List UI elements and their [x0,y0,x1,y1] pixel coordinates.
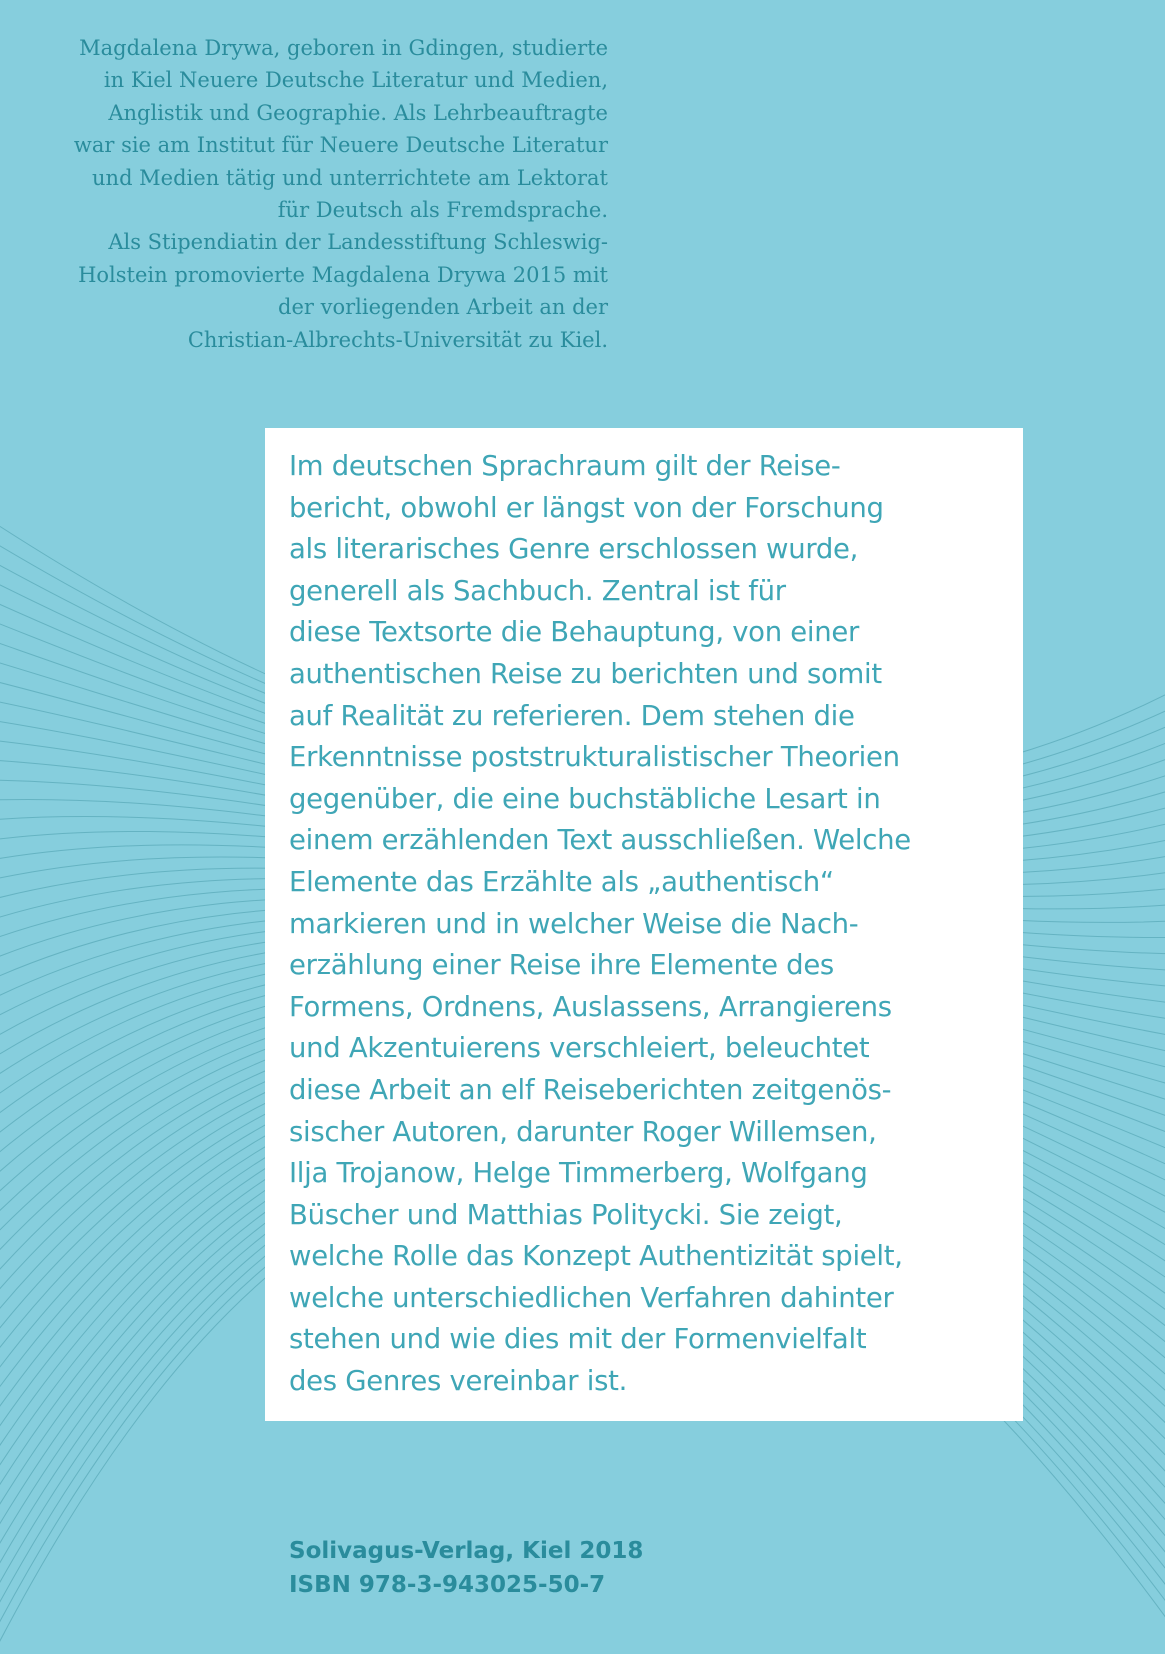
blurb-line: Büscher und Matthias Politycki. Sie zeigt, [289,1198,843,1231]
isbn-line: ISBN 978-3-943025-50-7 [289,1572,606,1598]
publisher-line: Solivagus-Verlag, Kiel 2018 [289,1538,644,1564]
blurb-line: auf Realität zu referieren. Dem stehen die [289,699,855,732]
blurb-line: als literarisches Genre erschlossen wurde, [289,533,859,566]
bio-line: und Medien tätig und unterrichtete am Lektorat [92,165,608,190]
blurb-line: Im deutschen Sprachraum gilt der Reise- [289,450,841,482]
blurb-line: stehen und wie dies mit der Formenvielfalt [289,1323,867,1356]
blurb-line: Formens, Ordnens, Auslassens, Arrangierens [289,990,892,1023]
blurb-box [265,428,1023,1421]
blurb-line: diese Textsorte die Behauptung, von einer [289,616,859,649]
blurb-line: welche unterschiedlichen Verfahren dahinter [289,1281,894,1314]
publisher-imprint [289,1534,643,1602]
blurb-line: sischer Autoren, darunter Roger Willemsen, [289,1115,877,1148]
blurb-line: gegenüber, die eine buchstäbliche Lesart in [289,782,881,815]
blurb-line: erzählung einer Reise ihre Elemente des [289,949,834,982]
bio-line: Christian-Albrechts-Universität zu Kiel. [187,327,608,352]
bio-line: Als Stipendiatin der Landesstiftung Schleswig- [108,230,608,255]
blurb-line: des Genres vereinbar ist. [289,1365,628,1398]
blurb-line: Erkenntnisse poststrukturalistischer Theorien [289,741,900,774]
bio-line: Holstein promovierte Magdalena Drywa 2015 mit [78,262,608,287]
bio-line: Magdalena Drywa, geboren in Gdingen, studierte [79,36,608,60]
blurb-line: und Akzentuierens verschleiert, beleuchtet [289,1032,870,1065]
author-bio [40,32,608,356]
bio-line: Anglistik und Geographie. Als Lehrbeauftragte [108,100,608,125]
blurb-line: welche Rolle das Konzept Authentizität spielt, [289,1240,903,1273]
blurb-line: Elemente das Erzählte als „authentisch“ [289,865,834,898]
blurb-line: authentischen Reise zu berichten und somit [289,657,882,690]
blurb-text [289,446,1023,1403]
blurb-line: markieren und in welcher Weise die Nach- [289,907,859,940]
bio-line: in Kiel Neuere Deutsche Literatur und Medien, [103,68,608,93]
bio-line: der vorliegenden Arbeit an der [278,295,608,320]
bio-line: war sie am Institut für Neuere Deutsche Literatur [73,133,608,158]
blurb-line: diese Arbeit an elf Reiseberichten zeitgenös- [289,1073,892,1106]
bio-line: für Deutsch als Fremdsprache. [277,198,608,223]
blurb-line: bericht, obwohl er längst von der Forschung [289,491,884,524]
blurb-line: einem erzählenden Text ausschließen. Welche [289,824,911,857]
blurb-line: generell als Sachbuch. Zentral ist für [289,574,786,607]
blurb-line: Ilja Trojanow, Helge Timmerberg, Wolfgang [289,1157,868,1190]
